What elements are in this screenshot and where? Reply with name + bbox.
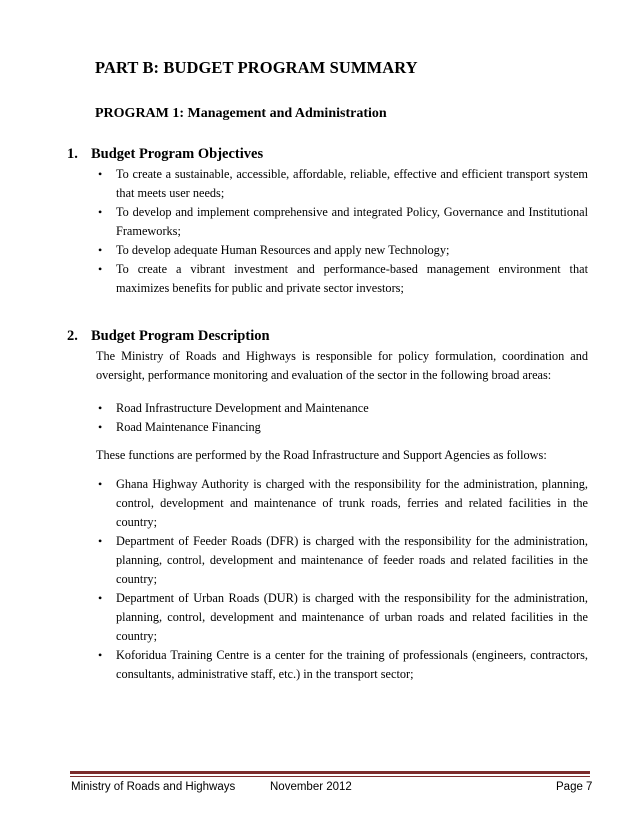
bullet-icon: • (98, 477, 103, 491)
section-1-title: Budget Program Objectives (91, 146, 264, 162)
program-title: PROGRAM 1: Management and Administration (95, 106, 387, 121)
bullet-icon: • (98, 534, 103, 548)
bullet-icon: • (98, 167, 103, 181)
list-item: • Road Infrastructure Development and Maintenance (98, 399, 588, 418)
functions-intro: These functions are performed by the Road Infrastructure and Support Agencies as follows: (96, 448, 547, 462)
list-item: • Road Maintenance Financing (98, 418, 588, 437)
bullet-icon: • (98, 243, 103, 257)
section-2-title: Budget Program Description (91, 328, 270, 344)
section-1-heading (67, 146, 263, 163)
list-item: • To create a sustainable, accessible, affordable, reliable, effective and efficient transport system that meets user needs; (98, 167, 588, 200)
bullet-icon: • (98, 648, 103, 662)
list-item: • To develop adequate Human Resources and apply new Technology; (98, 241, 588, 260)
section-2-heading (67, 328, 270, 345)
page-title: PART B: BUDGET PROGRAM SUMMARY (95, 58, 418, 77)
list-item: • Ghana Highway Authority is charged with the responsibility for the administration, planning, control, development and maintenance of trunk roads, ferries and related facilities in the country; (98, 477, 588, 529)
areas-list (98, 399, 588, 437)
footer-ministry: Ministry of Roads and Highways (71, 781, 236, 793)
footer-date: November 2012 (270, 781, 352, 793)
footer-rule-thin (70, 776, 590, 777)
list-item: • To develop and implement comprehensive and integrated Policy, Governance and Institutional Frameworks; (98, 205, 588, 238)
bullet-icon: • (98, 420, 103, 434)
bullet-icon: • (98, 401, 103, 415)
program-description: The Ministry of Roads and Highways is responsible for policy formulation, coordination and oversight, performance monitoring and evaluation of the sector in the following broad areas: (96, 349, 588, 382)
section-2-number: 2. (67, 328, 78, 344)
list-item: • Department of Urban Roads (DUR) is charged with the responsibility for the administration, planning, control, development and maintenance of urban roads and related facilities in the country; (98, 591, 588, 643)
objectives-list (98, 165, 588, 298)
agencies-list (98, 475, 588, 684)
bullet-icon: • (98, 262, 103, 276)
list-item: • Koforidua Training Centre is a center for the training of professionals (engineers, contractors, consultants, administrative staff, etc.) in the transport sector; (98, 648, 588, 681)
list-item: • Department of Feeder Roads (DFR) is charged with the responsibility for the administration, planning, control, development and maintenance of feeder roads and related facilities in the country; (98, 534, 588, 586)
footer-page-number: Page 7 (556, 781, 593, 793)
list-item: • To create a vibrant investment and performance-based management environment that maximizes benefits for public and private sector investors; (98, 262, 588, 295)
bullet-icon: • (98, 591, 103, 605)
footer-rule-thick (70, 771, 590, 774)
bullet-icon: • (98, 205, 103, 219)
section-1-number: 1. (67, 146, 78, 162)
